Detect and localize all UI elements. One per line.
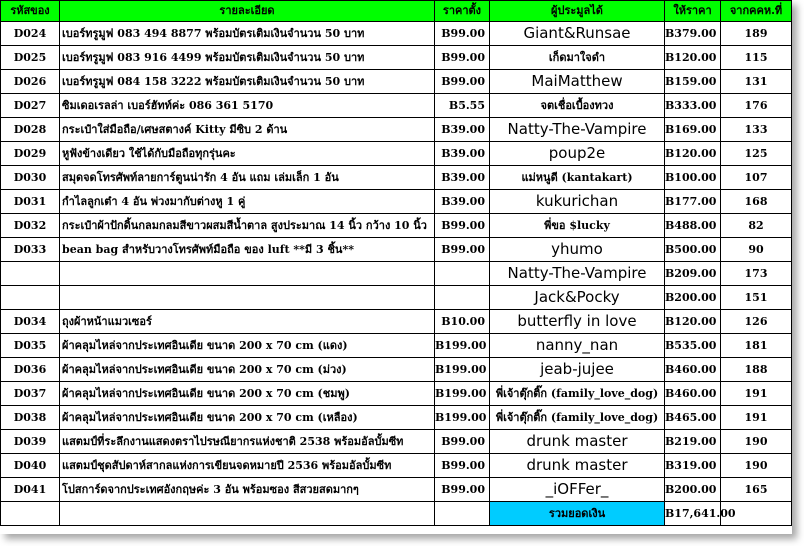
table-row [1, 22, 792, 46]
item-description-cell: หูฟังข้างเดียว ใช้ได้กับมือถือทุกรุ่นคะ [60, 142, 435, 166]
start-price-cell: B99.00 [435, 46, 490, 70]
start-price-cell [435, 286, 490, 310]
winning-bid-cell: B209.00 [665, 262, 721, 286]
winning-bid-cell: B200.00 [665, 478, 721, 502]
table-row [1, 406, 792, 430]
comment-number-cell: 190 [721, 454, 792, 478]
item-code-cell: D026 [1, 70, 60, 94]
start-price-cell [435, 262, 490, 286]
table-row [1, 262, 792, 286]
total-row [1, 502, 792, 526]
comment-number-cell: 168 [721, 190, 792, 214]
table-row [1, 310, 792, 334]
winning-bid-cell: B319.00 [665, 454, 721, 478]
comment-number-cell: 176 [721, 94, 792, 118]
item-code-cell: D027 [1, 94, 60, 118]
winner-cell: _iOFFer_ [490, 478, 665, 502]
start-price-cell: B199.00 [435, 382, 490, 406]
item-description-cell: เบอร์ทรูมูฟ 084 158 3222 พร้อมบัตรเติมเงินจำนวน 50 บาท [60, 70, 435, 94]
winner-cell: kukurichan [490, 190, 665, 214]
comment-number-cell: 125 [721, 142, 792, 166]
comment-number-cell: 188 [721, 358, 792, 382]
comment-number-cell: 190 [721, 430, 792, 454]
start-price-cell: B99.00 [435, 22, 490, 46]
item-description-cell: ผ้าคลุมไหล่จากประเทศอินเดีย ขนาด 200 x 70 cm (เหลือง) [60, 406, 435, 430]
comment-number-cell: 131 [721, 70, 792, 94]
table-row [1, 430, 792, 454]
item-code-cell [1, 286, 60, 310]
item-description-cell: กระเป๋าผ้าปักดิ้นกลมกลมสีขาวผสมสีน้ำตาล สูงประมาณ 14 นิ้ว กว้าง 10 นิ้ว [60, 214, 435, 238]
comment-number-cell: 173 [721, 262, 792, 286]
item-description-cell: ผ้าคลุมไหล่จากประเทศอินเดีย ขนาด 200 x 70 cm (แดง) [60, 334, 435, 358]
winning-bid-cell: B465.00 [665, 406, 721, 430]
winning-bid-cell: B488.00 [665, 214, 721, 238]
item-description-cell: กำไลลูกเต๋า 4 อัน พ่วงมากับต่างหู 1 คู่ [60, 190, 435, 214]
winning-bid-cell: B120.00 [665, 142, 721, 166]
item-description-cell: โปสการ์ดจากประเทศอังกฤษค่ะ 3 อัน พร้อมซอง สีสวยสดมากๆ [60, 478, 435, 502]
item-code-cell: D039 [1, 430, 60, 454]
item-description-cell: bean bag สำหรับวางโทรศัพท์มือถือ ของ luft **มี 3 ชิ้น** [60, 238, 435, 262]
start-price-cell: B99.00 [435, 214, 490, 238]
comment-number-cell: 133 [721, 118, 792, 142]
table-row [1, 286, 792, 310]
item-description-cell: เบอร์ทรูมูฟ 083 494 8877 พร้อมบัตรเติมเงินจำนวน 50 บาท [60, 22, 435, 46]
start-price-cell: B99.00 [435, 238, 490, 262]
winning-bid-cell: B100.00 [665, 166, 721, 190]
item-description-cell: กระเป๋าใส่มือถือ/เศษสตางค์ Kitty มีซิบ 2 ด้าน [60, 118, 435, 142]
table-row [1, 142, 792, 166]
winner-cell: Natty-The-Vampire [490, 262, 665, 286]
item-code-cell: D038 [1, 406, 60, 430]
winning-bid-cell: B120.00 [665, 310, 721, 334]
item-code-cell: D030 [1, 166, 60, 190]
comment-number-cell: 181 [721, 334, 792, 358]
start-price-cell: B199.00 [435, 358, 490, 382]
item-description-cell [60, 286, 435, 310]
item-code-cell: D040 [1, 454, 60, 478]
winner-cell: drunk master [490, 430, 665, 454]
table-row [1, 94, 792, 118]
comment-number-cell: 189 [721, 22, 792, 46]
start-price-cell: B10.00 [435, 310, 490, 334]
table-row [1, 478, 792, 502]
item-description-cell: แสตมป์ที่ระลึกงานแสดงตราไปรษณียากรแห่งชาติ 2538 พร้อมอัลบั้มซีท [60, 430, 435, 454]
total-empty-cell [1, 502, 60, 526]
table-row [1, 166, 792, 190]
winning-bid-cell: B333.00 [665, 94, 721, 118]
item-code-cell: D028 [1, 118, 60, 142]
total-empty-cell [435, 502, 490, 526]
table-row [1, 70, 792, 94]
item-description-cell: ผ้าคลุมไหล่จากประเทศอินเดีย ขนาด 200 x 70 cm (ม่วง) [60, 358, 435, 382]
item-code-cell: D035 [1, 334, 60, 358]
item-code-cell: D041 [1, 478, 60, 502]
comment-number-cell: 191 [721, 382, 792, 406]
winner-cell: Natty-The-Vampire [490, 118, 665, 142]
item-code-cell: D024 [1, 22, 60, 46]
winner-cell: nanny_nan [490, 334, 665, 358]
start-price-cell: B99.00 [435, 430, 490, 454]
winner-cell: poup2e [490, 142, 665, 166]
item-description-cell: เบอร์ทรูมูฟ 083 916 4499 พร้อมบัตรเติมเงินจำนวน 50 บาท [60, 46, 435, 70]
table-row [1, 238, 792, 262]
table-row [1, 214, 792, 238]
item-code-cell: D033 [1, 238, 60, 262]
comment-number-cell: 90 [721, 238, 792, 262]
comment-number-cell: 191 [721, 406, 792, 430]
item-description-cell: แสตมป์ชุดสัปดาห์สากลแห่งการเขียนจดหมายปี 2536 พร้อมอัลบั้มซีท [60, 454, 435, 478]
comment-number-cell: 151 [721, 286, 792, 310]
total-label: รวมยอดเงิน [490, 502, 665, 526]
total-empty-cell [60, 502, 435, 526]
item-code-cell: D036 [1, 358, 60, 382]
start-price-cell: B199.00 [435, 406, 490, 430]
comment-number-cell: 165 [721, 478, 792, 502]
comment-number-cell: 107 [721, 166, 792, 190]
item-code-cell: D032 [1, 214, 60, 238]
winner-cell: jeab-jujee [490, 358, 665, 382]
comment-number-cell: 126 [721, 310, 792, 334]
table-row [1, 454, 792, 478]
start-price-cell: B199.00 [435, 334, 490, 358]
winner-cell: drunk master [490, 454, 665, 478]
comment-number-cell: 82 [721, 214, 792, 238]
winning-bid-cell: B120.00 [665, 46, 721, 70]
comment-number-cell: 115 [721, 46, 792, 70]
header-code: รหัสของ [1, 1, 60, 22]
table-row [1, 382, 792, 406]
item-code-cell: D034 [1, 310, 60, 334]
header-comment-number: จากคคห.ที่ [721, 1, 792, 22]
winner-cell: Jack&Pocky [490, 286, 665, 310]
table-row [1, 190, 792, 214]
item-description-cell [60, 262, 435, 286]
winner-cell: MaiMatthew [490, 70, 665, 94]
item-description-cell: ผ้าคลุมไหล่จากประเทศอินเดีย ขนาด 200 x 70 cm (ชมพู) [60, 382, 435, 406]
winning-bid-cell: B159.00 [665, 70, 721, 94]
item-code-cell: D025 [1, 46, 60, 70]
start-price-cell: B99.00 [435, 454, 490, 478]
start-price-cell: B39.00 [435, 142, 490, 166]
winner-cell: พี่เจ้าตุ๊กติ๊ก (family_love_dog) [490, 382, 665, 406]
winning-bid-cell: B535.00 [665, 334, 721, 358]
item-description-cell: ซิมเดอเรลล่า เบอร์ฮัทท์ค่ะ 086 361 5170 [60, 94, 435, 118]
start-price-cell: B39.00 [435, 118, 490, 142]
item-description-cell: ถุงผ้าหน้าแมวเซอร์ [60, 310, 435, 334]
item-code-cell [1, 262, 60, 286]
winner-cell: จตเชื่อเบื้องทวง [490, 94, 665, 118]
header-description: รายละเอียด [60, 1, 435, 22]
winner-cell: Giant&Runsae [490, 22, 665, 46]
table-row [1, 358, 792, 382]
winner-cell: พี่เจ้าตุ๊กติ๊ก (family_love_dog) [490, 406, 665, 430]
start-price-cell: B99.00 [435, 70, 490, 94]
winner-cell: พี่ขอ $lucky [490, 214, 665, 238]
table-row [1, 46, 792, 70]
table-row [1, 334, 792, 358]
start-price-cell: B39.00 [435, 190, 490, 214]
item-description-cell: สมุดจดโทรศัพท์ลายการ์ตูนน่ารัก 4 อัน แถม เล่มเล็ก 1 อัน [60, 166, 435, 190]
winning-bid-cell: B169.00 [665, 118, 721, 142]
winning-bid-cell: B177.00 [665, 190, 721, 214]
header-winner: ผู้ประมูลได้ [490, 1, 665, 22]
start-price-cell: B99.00 [435, 478, 490, 502]
header-start-price: ราคาตั้ง [435, 1, 490, 22]
winner-cell: เก็ดมาใจดำ [490, 46, 665, 70]
start-price-cell: B5.55 [435, 94, 490, 118]
item-code-cell: D037 [1, 382, 60, 406]
table-row [1, 118, 792, 142]
item-code-cell: D029 [1, 142, 60, 166]
total-value: B17,641.00 [665, 502, 721, 526]
winning-bid-cell: B379.00 [665, 22, 721, 46]
winning-bid-cell: B500.00 [665, 238, 721, 262]
winner-cell: butterfly in love [490, 310, 665, 334]
start-price-cell: B39.00 [435, 166, 490, 190]
header-bid: ให้ราคา [665, 1, 721, 22]
winning-bid-cell: B460.00 [665, 358, 721, 382]
winner-cell: yhumo [490, 238, 665, 262]
winner-cell: แม่หนูดี (kantakart) [490, 166, 665, 190]
header-row [1, 1, 792, 22]
winning-bid-cell: B219.00 [665, 430, 721, 454]
item-code-cell: D031 [1, 190, 60, 214]
winning-bid-cell: B460.00 [665, 382, 721, 406]
winning-bid-cell: B200.00 [665, 286, 721, 310]
